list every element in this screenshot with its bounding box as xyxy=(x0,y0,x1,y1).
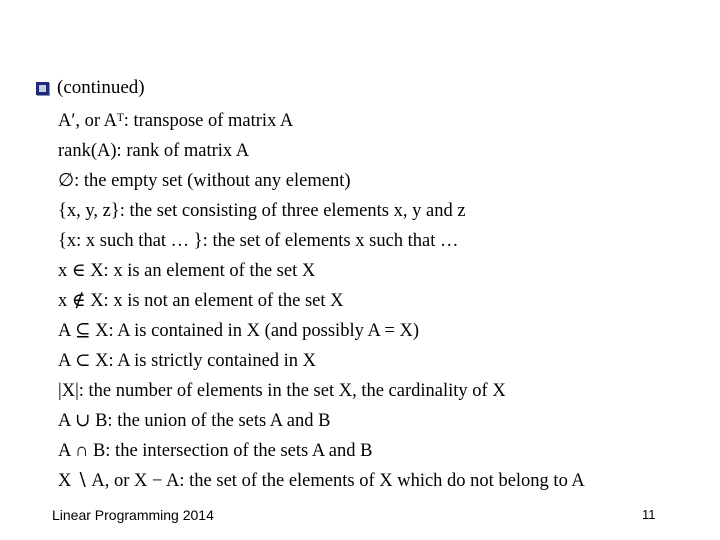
notation-line-set-builder: {x: x such that … }: the set of elements x such that … xyxy=(58,231,459,251)
footer-page-number: 11 xyxy=(642,507,656,522)
notation-line-subset-eq: A ⊆ X: A is contained in X (and possibly A = X) xyxy=(58,321,419,341)
notation-list xyxy=(58,106,585,496)
notation-line-set-three: {x, y, z}: the set consisting of three elements x, y and z xyxy=(58,201,466,221)
notation-line-empty-set: ∅: the empty set (without any element) xyxy=(58,171,351,191)
notation-line-union: A ∪ B: the union of the sets A and B xyxy=(58,411,331,431)
square-bullet-icon xyxy=(36,82,49,95)
notation-line-rank: rank(A): rank of matrix A xyxy=(58,141,250,161)
notation-line-not-element-of: x ∉ X: x is not an element of the set X xyxy=(58,291,344,311)
notation-line-transpose: A′, or Aᵀ: transpose of matrix A xyxy=(58,111,294,131)
slide-heading: (continued) xyxy=(57,77,145,98)
notation-line-strict-subset: A ⊂ X: A is strictly contained in X xyxy=(58,351,317,371)
footer-course-title: Linear Programming 2014 xyxy=(52,507,214,523)
notation-line-cardinality: |X|: the number of elements in the set X, the cardinality of X xyxy=(58,381,506,401)
notation-line-element-of: x ∈ X: x is an element of the set X xyxy=(58,261,316,281)
notation-line-set-difference: X ∖ A, or X − A: the set of the elements of X which do not belong to A xyxy=(58,471,585,491)
notation-line-intersection: A ∩ B: the intersection of the sets A and B xyxy=(58,441,373,461)
bullet-heading-row xyxy=(36,76,145,100)
